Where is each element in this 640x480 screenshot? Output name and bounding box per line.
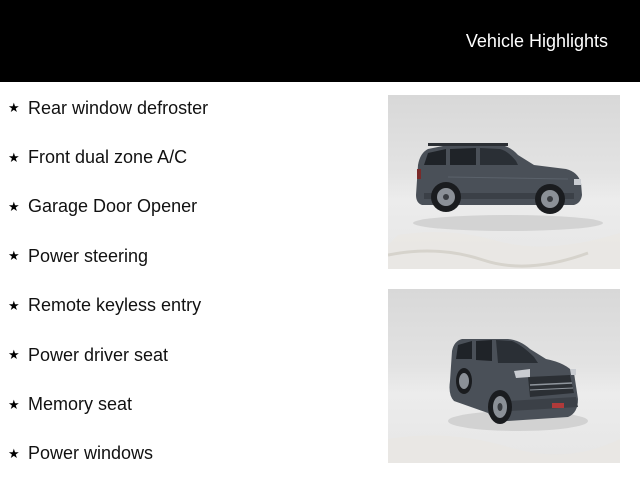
feature-label: Power windows xyxy=(28,443,154,464)
feature-label: Memory seat xyxy=(28,394,133,415)
star-icon: ★ xyxy=(8,149,20,165)
vehicle-side-image xyxy=(388,95,620,269)
feature-label: Garage Door Opener xyxy=(28,196,198,217)
feature-label: Power driver seat xyxy=(28,344,169,365)
feature-item xyxy=(8,429,368,478)
star-icon: ★ xyxy=(8,347,20,363)
star-icon: ★ xyxy=(8,297,20,313)
star-icon: ★ xyxy=(8,248,20,264)
header-bar xyxy=(0,0,640,82)
feature-item xyxy=(8,330,368,379)
feature-label: Power steering xyxy=(28,245,149,266)
star-icon: ★ xyxy=(8,445,20,461)
feature-item xyxy=(8,182,368,231)
feature-item xyxy=(8,231,368,280)
vehicle-photo-front[interactable] xyxy=(388,289,620,463)
vehicle-photo-side[interactable] xyxy=(388,95,620,269)
feature-list xyxy=(8,83,368,478)
feature-item xyxy=(8,132,368,181)
feature-item xyxy=(8,281,368,330)
feature-label: Rear window defroster xyxy=(28,97,209,118)
star-icon: ★ xyxy=(8,198,20,214)
star-icon: ★ xyxy=(8,100,20,116)
vehicle-front-image xyxy=(388,289,620,463)
feature-item xyxy=(8,379,368,428)
feature-label: Front dual zone A/C xyxy=(28,147,188,168)
feature-label: Remote keyless entry xyxy=(28,295,202,316)
feature-item xyxy=(8,83,368,132)
star-icon: ★ xyxy=(8,396,20,412)
page-title: Vehicle Highlights xyxy=(465,31,608,51)
